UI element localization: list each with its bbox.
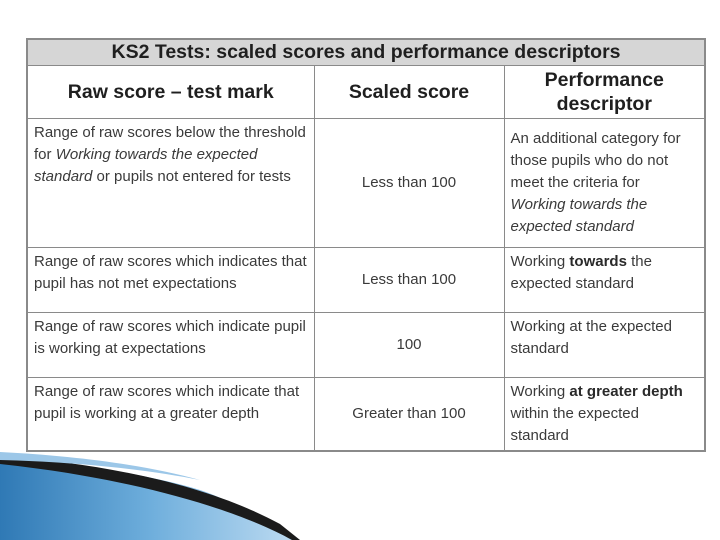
scaled-score-cell: Greater than 100 <box>314 378 504 452</box>
table-row <box>27 378 705 452</box>
scaled-score-cell: Less than 100 <box>314 119 504 248</box>
scaled-score-cell: 100 <box>314 313 504 378</box>
raw-score-cell: Range of raw scores which indicate that pupil is working at a greater depth <box>27 378 314 452</box>
header-scaled-score: Scaled score <box>314 66 504 119</box>
descriptor-text: An additional category for those pupils who do not meet the criteria for <box>510 130 681 191</box>
descriptor-cell: Working at the expected standard <box>504 313 705 378</box>
decorative-ribbon-swoosh-icon <box>0 450 720 540</box>
raw-score-italic-text: Working towards the expected standard <box>34 146 258 185</box>
descriptor-cell <box>504 248 705 313</box>
raw-score-cell <box>27 119 314 248</box>
header-performance-descriptor: Performance descriptor <box>504 66 705 119</box>
raw-score-cell: Range of raw scores which indicate pupil is working at expectations <box>27 313 314 378</box>
scores-table <box>26 38 706 452</box>
descriptor-text-end: the expected standard <box>510 253 652 292</box>
descriptor-bold-text: towards <box>569 253 627 270</box>
table-header-row <box>27 66 705 119</box>
table-row <box>27 119 705 248</box>
table-title-row <box>27 39 705 66</box>
raw-score-text-end: or pupils not entered for tests <box>92 168 291 185</box>
descriptor-bold-text: at greater depth <box>569 383 683 400</box>
descriptor-text-end: within the expected standard <box>510 405 639 444</box>
header-raw-score: Raw score – test mark <box>27 66 314 119</box>
descriptor-cell <box>504 119 705 248</box>
descriptor-text: Working <box>510 253 570 270</box>
table-row <box>27 313 705 378</box>
descriptor-text: Working <box>510 383 570 400</box>
raw-score-text: Range of raw scores below the threshold for <box>34 124 306 163</box>
table-row <box>27 248 705 313</box>
descriptor-cell <box>504 378 705 452</box>
descriptor-italic-text: Working towards the expected standard <box>510 196 648 235</box>
table-title: KS2 Tests: scaled scores and performance descriptors <box>27 39 705 66</box>
scaled-score-cell: Less than 100 <box>314 248 504 313</box>
raw-score-cell: Range of raw scores which indicates that pupil has not met expectations <box>27 248 314 313</box>
